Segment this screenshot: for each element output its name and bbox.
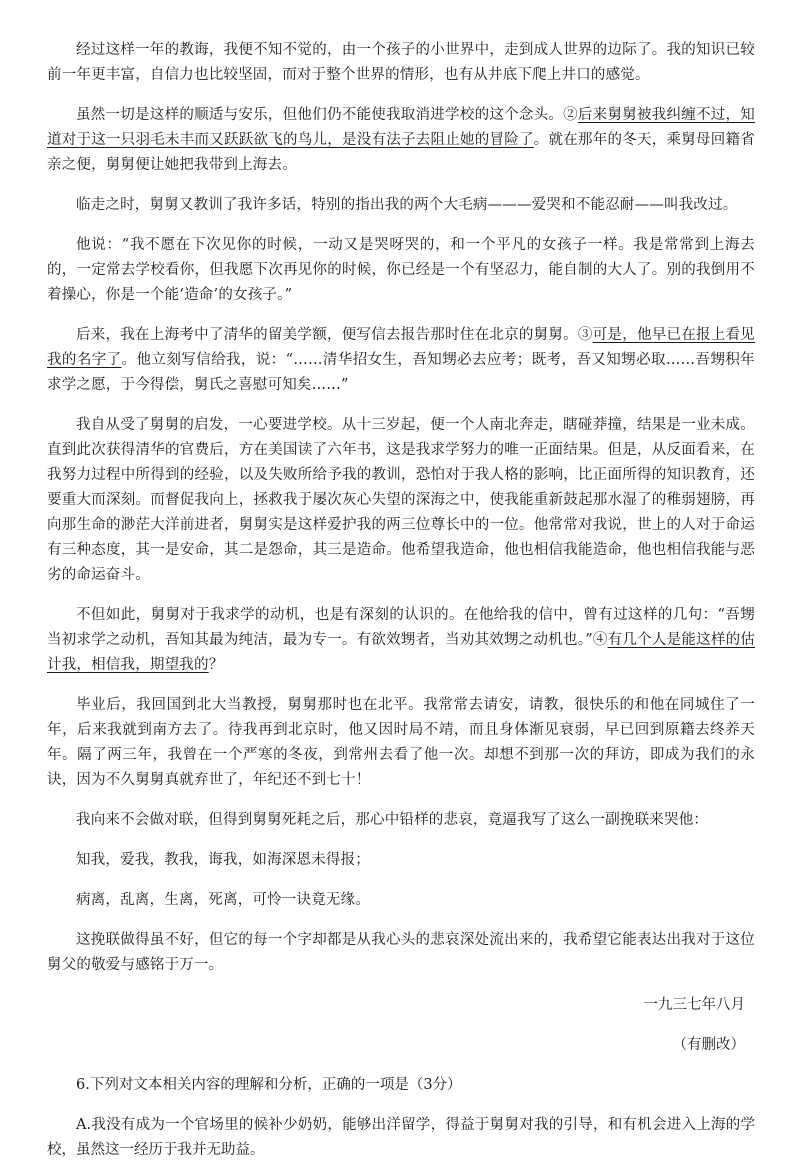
question-6-option-a: A.我没有成为一个官场里的候补少奶奶，能够出洋留学，得益于舅舅对我的引导，和有机会进入上海的学校，虽然这一经历于我并无助益。 <box>47 1117 755 1158</box>
article-paragraph <box>47 38 755 88</box>
article-date: 一九三七年八月 <box>643 997 745 1013</box>
paragraph-text: 我向来不会做对联，但得到舅舅死耗之后，那心中铅样的悲哀，竟逼我写了这么一副挽联来哭他： <box>76 812 709 828</box>
article-paragraph <box>47 808 755 833</box>
question-6: 6.下列对文本相关内容的理解和分析，正确的一项是（3分） <box>76 1077 462 1093</box>
article-paragraph <box>47 888 755 913</box>
underlined-sentence: 有几个人是能这样的估计我，相信我，期望我的 <box>47 632 756 673</box>
article-paragraph <box>47 233 755 308</box>
article-paragraph <box>47 693 755 793</box>
paragraph-text: 知我，爱我，教我，诲我，如海深恩未得报； <box>76 852 370 868</box>
paragraph-text: 虽然一切是这样的顺适与安乐，但他们仍不能使我取消进学校的这个念头。② <box>76 107 578 123</box>
article-paragraph <box>47 413 755 588</box>
article-paragraph <box>47 603 755 678</box>
article-paragraph <box>47 193 755 218</box>
paragraph-text: 经过这样一年的教诲，我便不知不觉的，由一个孩子的小世界中，走到成人世界的边际了。我的知识已较前一年更丰富，自信力也比较坚固，而对于整个世界的情形，也有从井底下爬上井口的感觉。 <box>47 42 755 83</box>
underlined-sentence: 后来舅舅被我纠缠不过，知道对于这一只羽毛未丰而又跃跃欲飞的鸟儿，是没有法子去阻止她的冒险了 <box>47 107 756 148</box>
article-paragraph <box>47 928 755 978</box>
paragraph-text: 后来，我在上海考中了清华的留美学额，便写信去报告那时住在北京的舅舅。③ <box>76 327 593 343</box>
article-paragraph <box>47 103 755 178</box>
article-paragraph <box>47 323 755 398</box>
paragraph-text: 。就在那年的冬天，乘舅母回籍省亲之便，舅舅便让她把我带到上海去。 <box>47 132 755 173</box>
paragraph-text: 他说：“我不愿在下次见你的时候，一动又是哭呀哭的，和一个平凡的女孩子一样。我是常常到上海去的，一定常去学校看你，但我愿下次再见你的时候，你已经是一个有坚忍力，能自制的大人了。别的我倒用不着操心，你是一个能‘造命’的女孩子。” <box>47 237 755 303</box>
paragraph-text: 。他立刻写信给我，说：“……清华招女生，吾知甥必去应考；既考，吾又知甥必取……吾甥积年求学之愿，于今得偿，舅氏之喜慰可知矣……” <box>47 352 755 393</box>
paragraph-text: 这挽联做得虽不好，但它的每一个字却都是从我心头的悲哀深处流出来的，我希望它能表达出我对于这位舅父的敬爱与感铭于万一。 <box>47 932 755 973</box>
underlined-sentence: 可是，他早已在报上看见我的名字了 <box>47 327 755 368</box>
document-page <box>47 38 755 1163</box>
article-body <box>47 38 755 978</box>
paragraph-text: 病离，乱离，生离，死离，可怜一诀竟无缘。 <box>76 892 370 908</box>
paragraph-text: 不但如此，舅舅对于我求学的动机，也是有深刻的认识的。在他给我的信中，曾有过这样的几句：“吾甥当初求学之动机，吾知其最为纯洁，最为专一。有欲效甥者，当劝其效甥之动机也。”④ <box>47 607 755 648</box>
paragraph-text: 毕业后，我回国到北大当教授，舅舅那时也在北平。我常常去请安，请教，很快乐的和他在同城住了一年，后来我就到南方去了。待我再到北京时，他又因时局不靖，而且身体渐见衰弱，早已回到原籍去终养天年。隔了两三年，我曾在一个严寒的冬夜，到常州去看了他一次。却想不到那一次的拜访，即成为我们的永诀，因为不久舅舅真就弃世了，年纪还不到七十！ <box>47 697 755 788</box>
article-paragraph <box>47 848 755 873</box>
paragraph-text: ？ <box>208 657 224 673</box>
paragraph-text: 我自从受了舅舅的启发，一心要进学校。从十三岁起，便一个人南北奔走，瞎碰莽撞，结果是一业未成。直到此次获得清华的官费后，方在美国读了六年书，这是我求学努力的唯一正面结果。但是，从反面看来，在我努力过程中所得到的经验，以及失败所给予我的教训，恐怕对于我人格的影响，比正面所得的知识教育，还要重大而深刻。而督促我向上，拯救我于屡次灰心失望的深海之中，使我能重新鼓起那水湿了的稚弱翅膀，再向那生命的渺茫大洋前进者，舅舅实是这样爱护我的两三位尊长中的一位。他常常对我说，世上的人对于命运有三种态度，其一是安命，其二是怨命，其三是造命。他希望我造命，他也相信我能造命，他也相信我能与恶劣的命运奋斗。 <box>47 417 755 583</box>
paragraph-text: 临走之时，舅舅又教训了我许多话，特别的指出我的两个大毛病———爱哭和不能忍耐——叫我改过。 <box>76 197 738 213</box>
edit-note: （有删改） <box>672 1037 745 1053</box>
